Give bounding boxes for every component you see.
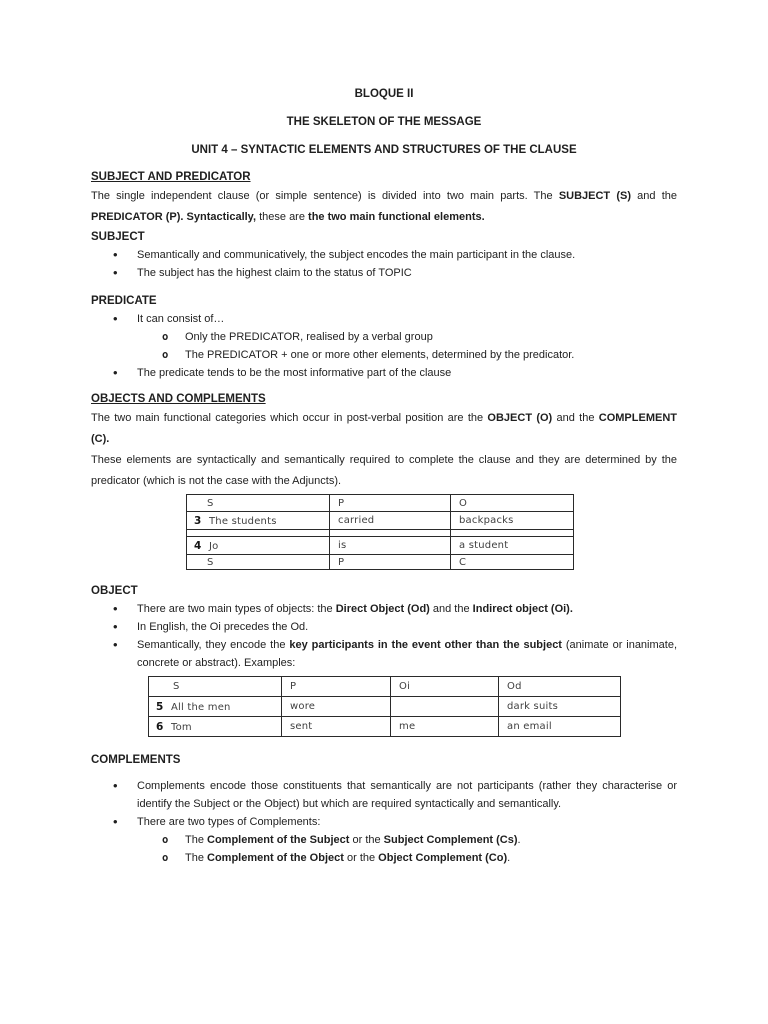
objects-paragraph-2: These elements are syntactically and semantically required to complete the clause and they are determined by the predicator (which is not the case with the Adjuncts). bbox=[91, 454, 677, 487]
doc-title-skeleton: THE SKELETON OF THE MESSAGE bbox=[286, 116, 482, 128]
intro-bold-subject: SUBJECT (S) bbox=[558, 190, 631, 202]
sub-bullet-icon bbox=[162, 328, 168, 346]
header-cell: Oi bbox=[391, 677, 499, 697]
paragraph-text: and the bbox=[552, 412, 599, 424]
empty-cell bbox=[451, 530, 574, 537]
bold-indirect-object: Indirect object (Oi). bbox=[472, 603, 573, 615]
table-row bbox=[187, 512, 574, 530]
bullet-icon bbox=[113, 636, 118, 655]
cell-predicator: wore bbox=[282, 697, 391, 717]
bullet-icon bbox=[113, 618, 118, 637]
paragraph-bold-complement: COMPLEMENT (C). bbox=[91, 412, 677, 445]
list-item-text: The PREDICATOR + one or more other elements, determined by the predicator. bbox=[185, 349, 575, 361]
bold-object-complement: Object Complement (Co) bbox=[378, 852, 508, 864]
text: There are two main types of objects: the bbox=[137, 603, 336, 615]
list-item bbox=[91, 618, 677, 636]
list-item-text bbox=[137, 639, 677, 669]
paragraph-text: The two main functional categories which occur in post-verbal position are the bbox=[91, 412, 488, 424]
paragraph-bold-object: OBJECT (O) bbox=[487, 412, 553, 424]
table-header-row bbox=[187, 495, 574, 512]
text: The bbox=[185, 852, 208, 864]
list-item-text: Complements encode those constituents that semantically are not participants (rather they characterise or identify the Subject or the Object) but which are required syntactically and semantically. bbox=[137, 780, 677, 810]
cell-indirect-object: me bbox=[391, 717, 499, 737]
text: . bbox=[507, 852, 511, 864]
cell-direct-object: an email bbox=[499, 717, 621, 737]
section-heading-subject-and-predicator: SUBJECT AND PREDICATOR bbox=[91, 171, 251, 183]
text: . bbox=[517, 834, 521, 846]
example-table-spo bbox=[186, 494, 574, 570]
bold-subject-complement: Subject Complement (Cs) bbox=[383, 834, 518, 846]
list-item-text: There are two types of Complements: bbox=[137, 816, 321, 828]
text: or the bbox=[343, 852, 379, 864]
list-item bbox=[91, 246, 677, 264]
sub-bullet-icon bbox=[162, 849, 168, 867]
header-cell: P bbox=[282, 677, 391, 697]
example-table-spoiod bbox=[148, 676, 621, 737]
intro-text: The single independent clause (or simple sentence) is divided into two main parts. The bbox=[91, 190, 559, 202]
footer-cell: C bbox=[451, 555, 574, 570]
bold-direct-object: Direct Object (Od) bbox=[335, 603, 430, 615]
cell-subject bbox=[187, 537, 330, 555]
sub-list-item bbox=[91, 346, 677, 364]
bold-complement-object: Complement of the Object bbox=[207, 852, 344, 864]
intro-bold-predicator: PREDICATOR (P). Syntactically, bbox=[91, 211, 257, 223]
footer-cell: S bbox=[187, 555, 330, 570]
example-number: 4 bbox=[194, 539, 202, 552]
section-heading-objects-and-complements: OBJECTS AND COMPLEMENTS bbox=[91, 393, 266, 405]
bullet-icon bbox=[113, 246, 118, 265]
bullet-icon bbox=[113, 364, 118, 383]
list-item bbox=[91, 310, 677, 328]
table-footer-row bbox=[187, 555, 574, 570]
list-item-text bbox=[185, 834, 521, 846]
sub-bullet-icon bbox=[162, 346, 168, 364]
cell-indirect-object bbox=[391, 697, 499, 717]
bullet-icon bbox=[113, 310, 118, 329]
bullet-icon bbox=[113, 264, 118, 283]
header-cell: S bbox=[187, 495, 330, 512]
bold-complement-subject: Complement of the Subject bbox=[207, 834, 350, 846]
sub-bullet-icon bbox=[162, 831, 168, 849]
table-spacer-row bbox=[187, 530, 574, 537]
bullet-icon bbox=[113, 600, 118, 619]
sub-list-item bbox=[91, 831, 677, 849]
subheading-complements: COMPLEMENTS bbox=[91, 754, 181, 766]
list-item-text: Only the PREDICATOR, realised by a verbal group bbox=[185, 331, 433, 343]
list-item-text: The predicate tends to be the most informative part of the clause bbox=[137, 367, 452, 379]
list-item-text: The subject has the highest claim to the status of TOPIC bbox=[137, 267, 412, 279]
subheading-predicate: PREDICATE bbox=[91, 295, 157, 307]
list-item bbox=[91, 813, 677, 831]
empty-cell bbox=[187, 530, 330, 537]
text: or the bbox=[349, 834, 384, 846]
list-item-text bbox=[137, 603, 573, 615]
text: and the bbox=[429, 603, 473, 615]
table-row bbox=[149, 697, 621, 717]
table-row bbox=[149, 717, 621, 737]
cell-predicator: sent bbox=[282, 717, 391, 737]
cell-object: backpacks bbox=[451, 512, 574, 530]
list-item-text: In English, the Oi precedes the Od. bbox=[137, 621, 309, 633]
header-cell: Od bbox=[499, 677, 621, 697]
cell-direct-object: dark suits bbox=[499, 697, 621, 717]
header-cell: O bbox=[451, 495, 574, 512]
cell-complement: a student bbox=[451, 537, 574, 555]
table-header-row bbox=[149, 677, 621, 697]
text: Semantically, they encode the bbox=[137, 639, 290, 651]
cell-predicator: carried bbox=[330, 512, 451, 530]
intro-text: and the bbox=[631, 190, 677, 202]
doc-title-bloque: BLOQUE II bbox=[354, 88, 414, 100]
cell-text: The students bbox=[209, 515, 277, 527]
list-item bbox=[91, 264, 677, 282]
empty-cell bbox=[330, 530, 451, 537]
example-number: 6 bbox=[156, 720, 164, 733]
doc-title-unit: UNIT 4 – SYNTACTIC ELEMENTS AND STRUCTURES OF THE CLAUSE bbox=[191, 144, 577, 156]
example-number: 5 bbox=[156, 700, 164, 713]
list-item bbox=[91, 600, 677, 618]
intro-paragraph bbox=[91, 186, 677, 228]
subheading-object: OBJECT bbox=[91, 585, 138, 597]
cell-subject bbox=[149, 717, 282, 737]
header-cell: P bbox=[330, 495, 451, 512]
cell-subject bbox=[149, 697, 282, 717]
list-item-text: Semantically and communicatively, the subject encodes the main participant in the clause. bbox=[137, 249, 576, 261]
table-row bbox=[187, 537, 574, 555]
footer-cell: P bbox=[330, 555, 451, 570]
bold-key-participants: key participants in the event other than the subject bbox=[289, 639, 562, 651]
subheading-subject: SUBJECT bbox=[91, 231, 145, 243]
text: The bbox=[185, 834, 208, 846]
list-item-text: It can consist of… bbox=[137, 313, 225, 325]
text: (animate or inanimate, concrete or abstract). Examples: bbox=[137, 639, 678, 669]
cell-text: All the men bbox=[171, 701, 231, 713]
list-item-text bbox=[185, 852, 510, 864]
list-item bbox=[91, 364, 677, 382]
cell-text: Jo bbox=[209, 540, 219, 552]
objects-paragraph-1 bbox=[91, 408, 677, 450]
sub-list-item bbox=[91, 849, 677, 867]
example-number: 3 bbox=[194, 514, 202, 527]
bullet-icon bbox=[113, 777, 118, 796]
list-item bbox=[91, 777, 677, 813]
cell-text: Tom bbox=[171, 721, 192, 733]
header-cell: S bbox=[149, 677, 282, 697]
bullet-icon bbox=[113, 813, 118, 832]
intro-text: these are bbox=[256, 211, 309, 223]
cell-predicator: is bbox=[330, 537, 451, 555]
intro-bold-elements: the two main functional elements. bbox=[308, 211, 485, 223]
list-item bbox=[91, 636, 677, 672]
cell-subject bbox=[187, 512, 330, 530]
sub-list-item bbox=[91, 328, 677, 346]
